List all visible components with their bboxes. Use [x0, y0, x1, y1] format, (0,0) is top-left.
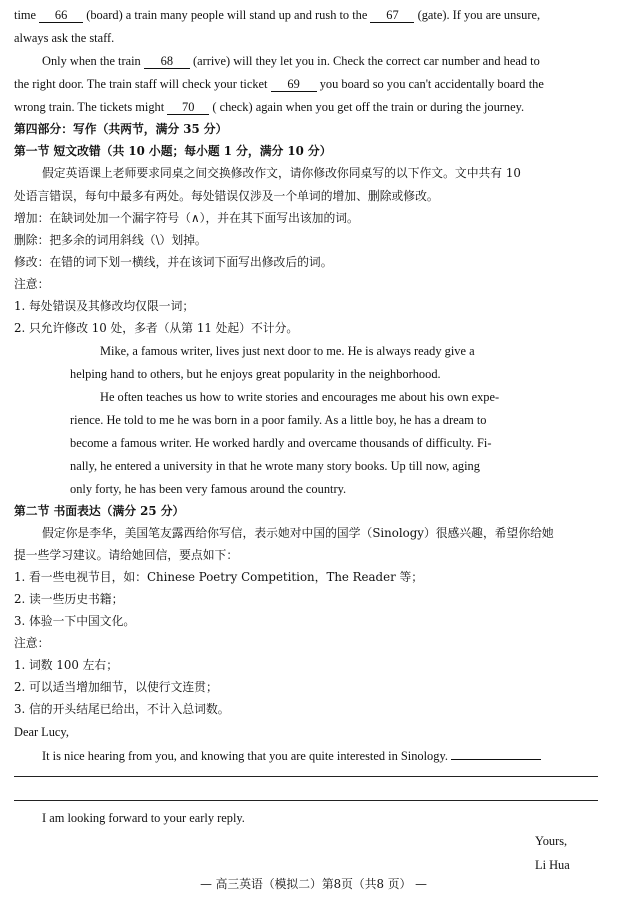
note-item: 1. 词数 100 左右；	[14, 658, 119, 672]
letter-opening	[42, 747, 627, 764]
section2-intro: 提一些学习建议。请给她回信，要点如下：	[14, 548, 239, 562]
page-footer: — 高三英语（模拟二）第8页（共8 页） —	[200, 877, 427, 891]
cloze-text: time	[14, 8, 40, 22]
essay-line: only forty, he has been very famous around the country.	[70, 482, 347, 496]
letter-closing: I am looking forward to your early reply.	[42, 811, 245, 825]
note-item: 3. 信的开头结尾已给出，不计入总词数。	[14, 702, 230, 716]
cloze-text: (board) a train many people will stand up and rush to the	[86, 8, 371, 22]
note-item: 1. 每处错误及其修改均仅限一词；	[14, 299, 195, 313]
cloze-text: you board so you can't accidentally board the	[319, 77, 544, 91]
section2-title: 第二节 书面表达（满分 25 分）	[14, 504, 185, 518]
part4-title: 第四部分：写作（共两节，满分 35 分）	[14, 122, 228, 136]
cloze-text: always ask the staff.	[14, 31, 115, 45]
answer-blank-66[interactable]: 66	[39, 9, 83, 23]
cloze-text: the right door. The train staff will check your ticket	[14, 77, 271, 91]
cloze-line-5	[14, 99, 627, 115]
letter-signature: Li Hua	[535, 858, 570, 872]
section1-title: 第一节 短文改错（共 10 小题；每小题 1 分，满分 10 分）	[14, 144, 332, 158]
note-item: 2. 可以适当增加细节，以使行文连贯；	[14, 680, 218, 694]
note-heading: 注意：	[14, 277, 50, 291]
letter-salutation: Dear Lucy,	[14, 725, 69, 739]
essay-line: become a famous writer. He worked hardly and overcame thousands of difficulty. Fi-	[70, 436, 492, 450]
modify-rule: 修改：在错的词下划一横线，并在该词下面写出修改后的词。	[14, 255, 333, 269]
note-item: 2. 只允许修改 10 处，多者（从第 11 处起）不计分。	[14, 321, 299, 335]
add-rule: 增加：在缺词处加一个漏字符号（∧），并在其下面写出该加的词。	[14, 211, 359, 225]
answer-blank-67[interactable]: 67	[370, 9, 414, 23]
section1-intro: 处语言错误，每句中最多有两处。每处错误仅涉及一个单词的增加、删除或修改。	[14, 189, 439, 203]
writing-line[interactable]	[14, 776, 598, 777]
cloze-line-3	[42, 53, 627, 69]
cloze-text: ( check) again when you get off the train or during the journey.	[212, 100, 525, 114]
delete-rule: 删除：把多余的词用斜线（\）划掉。	[14, 233, 207, 247]
letter-opening-text: It is nice hearing from you, and knowing that you are quite interested in Sinology.	[42, 749, 448, 763]
point-item: 2. 读一些历史书籍；	[14, 592, 124, 606]
note-heading: 注意：	[14, 636, 50, 650]
point-item: 3. 体验一下中国文化。	[14, 614, 136, 628]
cloze-text: (gate). If you are unsure,	[417, 8, 541, 22]
section2-intro: 假定你是李华，美国笔友露西给你写信，表示她对中国的国学（Sinology）很感兴趣，希望你给她	[42, 526, 554, 540]
answer-blank-69[interactable]: 69	[271, 78, 317, 92]
answer-blank-68[interactable]: 68	[144, 55, 190, 69]
essay-line: He often teaches us how to write stories and encourages me about his own expe-	[100, 390, 500, 404]
cloze-text: wrong train. The tickets might	[14, 100, 168, 114]
essay-line: Mike, a famous writer, lives just next door to me. He is always ready give a	[100, 344, 475, 358]
writing-blank[interactable]	[451, 747, 541, 760]
cloze-line-1	[14, 7, 627, 23]
letter-yours: Yours,	[535, 834, 568, 848]
cloze-text: (arrive) will they let you in. Check the correct car number and head to	[192, 54, 540, 68]
writing-line[interactable]	[14, 800, 598, 801]
cloze-line-2	[14, 30, 627, 46]
point-item: 1. 看一些电视节目，如：Chinese Poetry Competition，The Reader 等；	[14, 570, 424, 584]
cloze-line-4	[14, 76, 627, 92]
answer-blank-70[interactable]: 70	[167, 101, 209, 115]
essay-line: helping hand to others, but he enjoys great popularity in the neighborhood.	[70, 367, 441, 381]
essay-line: rience. He told to me he was born in a poor family. As a little boy, he has a dream to	[70, 413, 487, 427]
cloze-text: Only when the train	[42, 54, 144, 68]
section1-intro: 假定英语课上老师要求同桌之间交换修改作文，请你修改你同桌写的以下作文。文中共有 10	[42, 166, 521, 180]
essay-line: nally, he entered a university in that he wrote many story books. Up till now, aging	[70, 459, 480, 473]
